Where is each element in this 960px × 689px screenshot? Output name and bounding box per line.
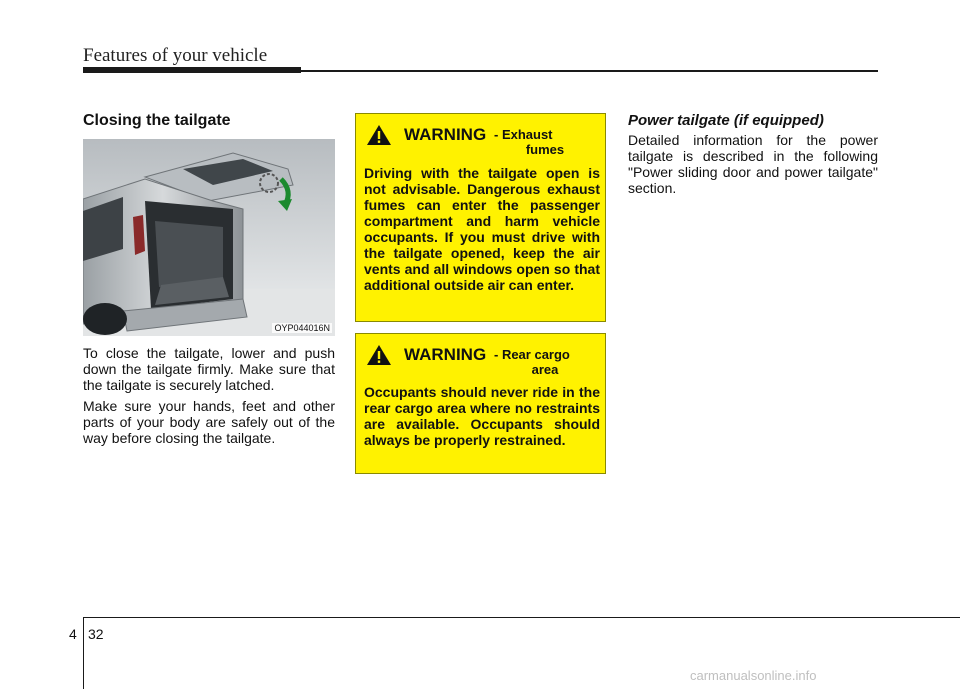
watermark-link[interactable]: carmanualsonline.info [690, 668, 817, 683]
warning-subtitle: - Rear cargo area [494, 347, 570, 377]
tailgate-photo [83, 139, 335, 336]
section-heading-closing-tailgate: Closing the tailgate [83, 112, 231, 129]
chapter-number: 4 [69, 626, 77, 642]
section-heading-power-tailgate: Power tailgate (if equipped) [628, 112, 824, 129]
footer-divider [83, 617, 84, 689]
closing-paragraph-2: Make sure your hands, feet and other parts of your body are safely out of the way before closing the tailgate. [83, 398, 335, 446]
power-tailgate-paragraph: Detailed information for the power tailgate is described in the following "Power sliding door and power tailgate" section. [628, 132, 878, 196]
header-rule [300, 70, 878, 72]
warning-text-exhaust: Driving with the tailgate open is not advisable. Dangerous exhaust fumes can enter the passenger compartment and harm vehicle occupants. If you must drive with the tailgate opened, keep the air vents and all windows open so that additional outside air can enter. [364, 165, 600, 293]
warning-box-exhaust [355, 113, 606, 322]
warning-triangle-icon [366, 344, 392, 366]
footer-rule [83, 617, 960, 618]
page-number: 32 [88, 626, 104, 642]
tailgate-illustration [83, 139, 335, 336]
warning-header [364, 344, 600, 378]
warning-text-rear-cargo: Occupants should never ride in the rear cargo area where no restraints are available. Occupants should always be properly restrained. [364, 384, 600, 448]
warning-triangle-icon [366, 124, 392, 146]
warning-box-rear-cargo [355, 333, 606, 474]
image-code: OYP044016N [274, 323, 330, 333]
warning-subtitle: - Exhaust fumes [494, 127, 565, 157]
closing-paragraph-1: To close the tailgate, lower and push down the tailgate firmly. Make sure that the tailgate is securely latched. [83, 345, 335, 393]
header-bar [83, 67, 301, 73]
warning-label: WARNING [404, 125, 487, 144]
warning-header [364, 124, 600, 158]
warning-label: WARNING [404, 345, 487, 364]
header-title: Features of your vehicle [83, 45, 268, 66]
